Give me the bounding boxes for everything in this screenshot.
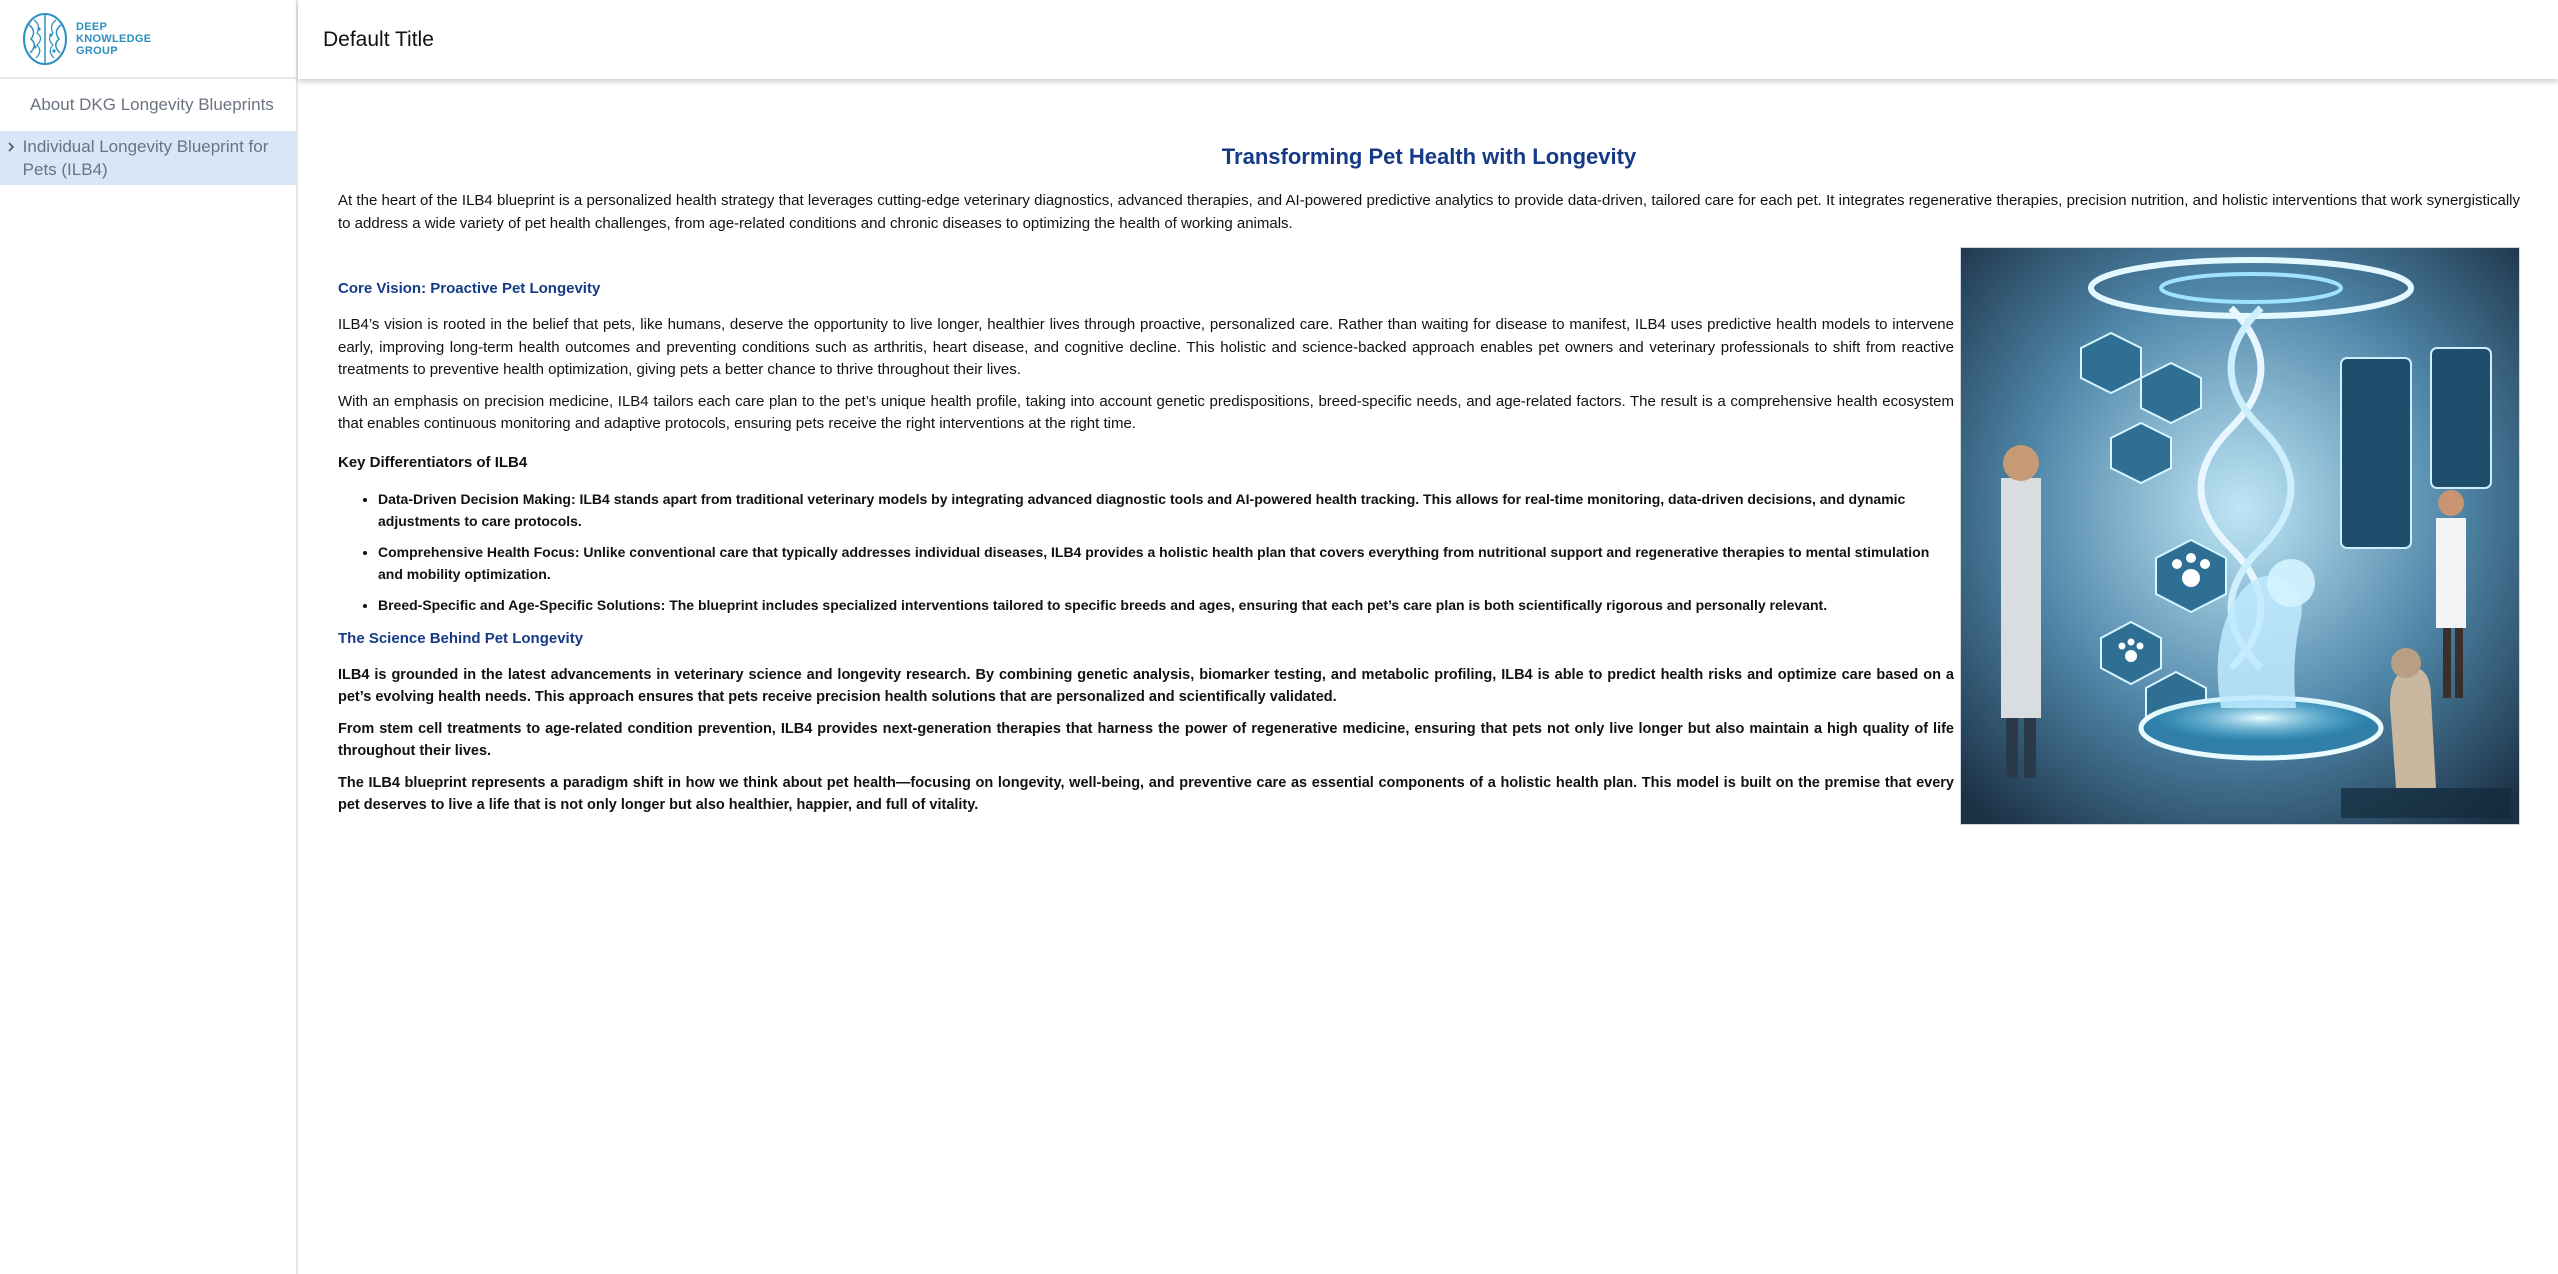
differentiators-heading: Key Differentiators of ILB4: [338, 453, 528, 471]
intro-paragraph: At the heart of the ILB4 blueprint is a personalized health strategy that leverages cutting-edge veterinary diagnostics, advanced therapies, and AI-powered predictive analytics to provide data-driven, tailored care for each pet. It integrates regenerative therapies, precision nutrition, and holistic interventions that work synergistically to address a wide variety of pet health challenges, from age-related conditions and chronic diseases to optimizing the health of working animals.: [338, 192, 2520, 232]
core-vision-heading: Core Vision: Proactive Pet Longevity: [338, 280, 601, 297]
sidebar: [0, 0, 298, 1274]
brand-wordmark: [76, 21, 151, 57]
sidebar-nav: [0, 79, 296, 185]
sidebar-item-label: About DKG Longevity Blueprints: [30, 95, 274, 114]
chevron-right-icon[interactable]: [0, 135, 23, 153]
page-header-title: Default Title: [323, 27, 434, 51]
lab-dog-illustration: [1961, 248, 2520, 825]
sidebar-item-label: Individual Longevity Blueprint for Pets (ILB4): [22, 137, 269, 179]
brain-logo-icon: [20, 11, 70, 67]
science-heading: The Science Behind Pet Longevity: [338, 629, 584, 647]
science-paragraph-2: From stem cell treatments to age-related condition prevention, ILB4 provides next-generation therapies that harness the power of regenerative medicine, ensuring that pets not only live longer but also maintain a high quality of life throughout their lives.: [338, 720, 1954, 759]
core-vision-paragraph-2: With an emphasis on precision medicine, ILB4 tailors each care plan to the pet’s unique health profile, taking into account genetic predispositions, breed-specific needs, and age-related factors. The result is a comprehensive health ecosystem that enables continuous monitoring and adaptive protocols, ensuring pets receive the right interventions at the right time.: [338, 392, 1954, 432]
brand-line-3: GROUP: [76, 44, 118, 57]
sidebar-item-ilb4[interactable]: [0, 131, 296, 185]
top-header: [298, 0, 2558, 79]
brand-logo[interactable]: [0, 0, 296, 79]
sidebar-item-about[interactable]: [0, 93, 296, 123]
core-vision-paragraph-1: ILB4’s vision is rooted in the belief that pets, like humans, deserve the opportunity to live longer, healthier lives through proactive, personalized care. Rather than waiting for disease to manifest, ILB4 uses predictive health models to intervene early, improving long-term health outcomes and preventing conditions such as arthritis, heart disease, and cognitive decline. This holistic and science-backed approach enables pet owners and veterinary professionals to shift from reactive treatments to preventive health optimization, giving pets a better chance to thrive throughout their lives.: [338, 316, 1954, 378]
science-paragraph-1: ILB4 is grounded in the latest advancements in veterinary science and longevity research. By combining genetic analysis, biomarker testing, and metabolic profiling, ILB4 is able to predict health risks and optimize care based on a pet’s evolving health needs. This approach ensures that pets receive precision health solutions that are personalized and scientifically validated.: [338, 666, 1954, 705]
brand-line-1: DEEP: [76, 20, 108, 33]
list-item: • Comprehensive Health Focus: Unlike conventional care that typically addresses individual diseases, ILB4 provides a holistic health plan that covers everything from nutritional support and regenerative therapies to mental stimulation and mobility optimization.: [378, 541, 2520, 585]
page-title: Transforming Pet Health with Longevity: [1221, 144, 1637, 169]
list-item: • Breed-Specific and Age-Specific Solutions: The blueprint includes specialized interventions tailored to specific breeds and ages, ensuring that each pet’s care plan is both scientifically rigorous and personally relevant.: [378, 594, 2520, 616]
list-item: • Data-Driven Decision Making: ILB4 stands apart from traditional veterinary models by integrating advanced diagnostic tools and AI-powered health tracking. This allows for real-time monitoring, data-driven decisions, and dynamic adjustments to care protocols.: [378, 488, 2520, 532]
science-paragraph-3: The ILB4 blueprint represents a paradigm shift in how we think about pet health—focusing on longevity, well-being, and preventive care as essential components of a holistic health plan. This model is built on the premise that every pet deserves to live a life that is not only longer but also healthier, happier, and full of vitality.: [338, 774, 1954, 813]
brand-line-2: KNOWLEDGE: [76, 32, 152, 45]
hero-illustration: [1960, 247, 2520, 825]
main-content: [338, 79, 2520, 825]
